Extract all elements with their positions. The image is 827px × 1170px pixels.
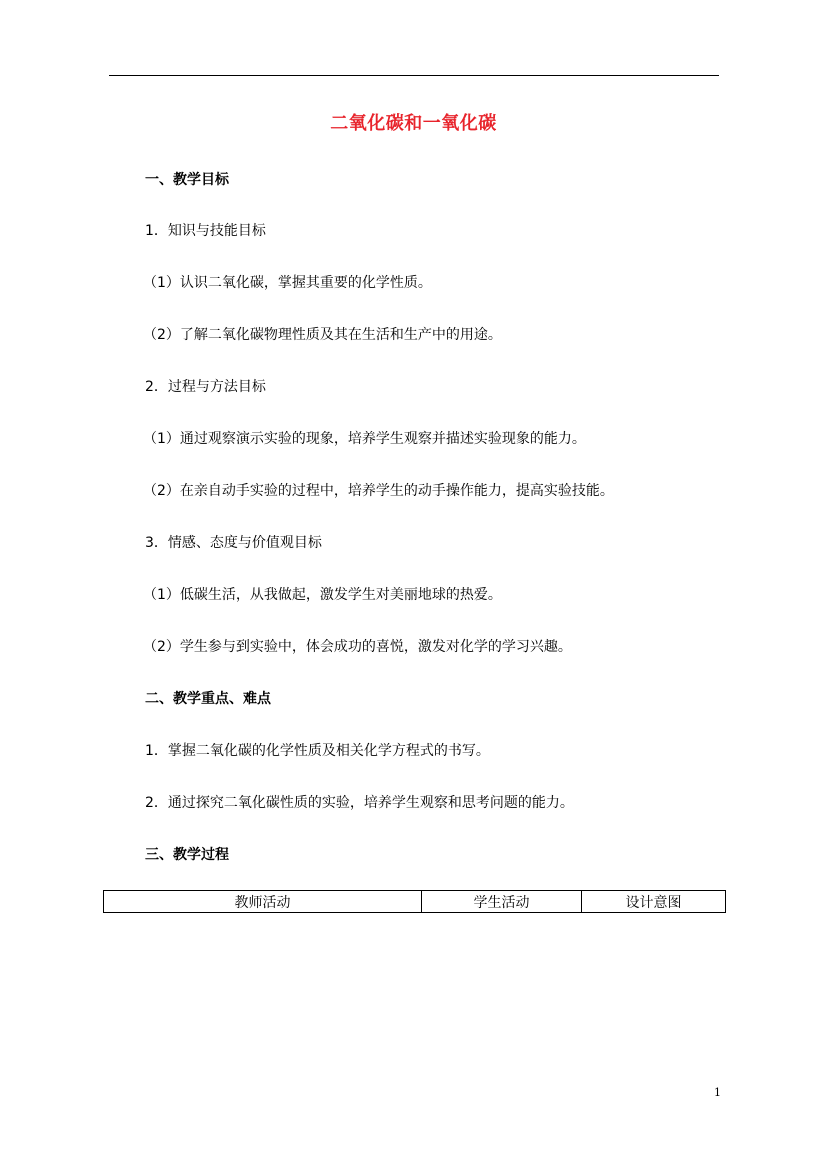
teaching-process-table [103, 890, 726, 913]
list-item: （1）低碳生活，从我做起，激发学生对美丽地球的热爱。 [143, 587, 502, 603]
section-heading-teaching-process: 三、教学过程 [145, 847, 229, 863]
list-item: （2）在亲自动手实验的过程中，培养学生的动手操作能力，提高实验技能。 [143, 483, 614, 499]
list-item: （1）通过观察演示实验的现象，培养学生观察并描述实验现象的能力。 [143, 431, 586, 447]
list-item: （1）认识二氧化碳，掌握其重要的化学性质。 [143, 275, 432, 291]
list-item: （2）学生参与到实验中，体会成功的喜悦，激发对化学的学习兴趣。 [143, 639, 572, 655]
column-header-design-intent: 设计意图 [582, 891, 726, 913]
document-title: 二氧化碳和一氧化碳 [330, 113, 497, 134]
column-header-student-activity: 学生活动 [422, 891, 582, 913]
list-item: （2）了解二氧化碳物理性质及其在生活和生产中的用途。 [143, 327, 502, 343]
table-header-row [104, 891, 726, 913]
list-item: 1．掌握二氧化碳的化学性质及相关化学方程式的书写。 [145, 743, 490, 759]
section-heading-key-points: 二、教学重点、难点 [145, 691, 271, 707]
subheading-knowledge-goals: 1．知识与技能目标 [145, 223, 266, 239]
header-rule [109, 75, 719, 76]
section-heading-goals: 一、教学目标 [145, 172, 229, 188]
subheading-process-goals: 2．过程与方法目标 [145, 379, 266, 395]
column-header-teacher-activity: 教师活动 [104, 891, 422, 913]
subheading-emotion-goals: 3．情感、态度与价值观目标 [145, 535, 322, 551]
page-number: 1 [714, 1086, 721, 1099]
list-item: 2．通过探究二氧化碳性质的实验，培养学生观察和思考问题的能力。 [145, 795, 574, 811]
